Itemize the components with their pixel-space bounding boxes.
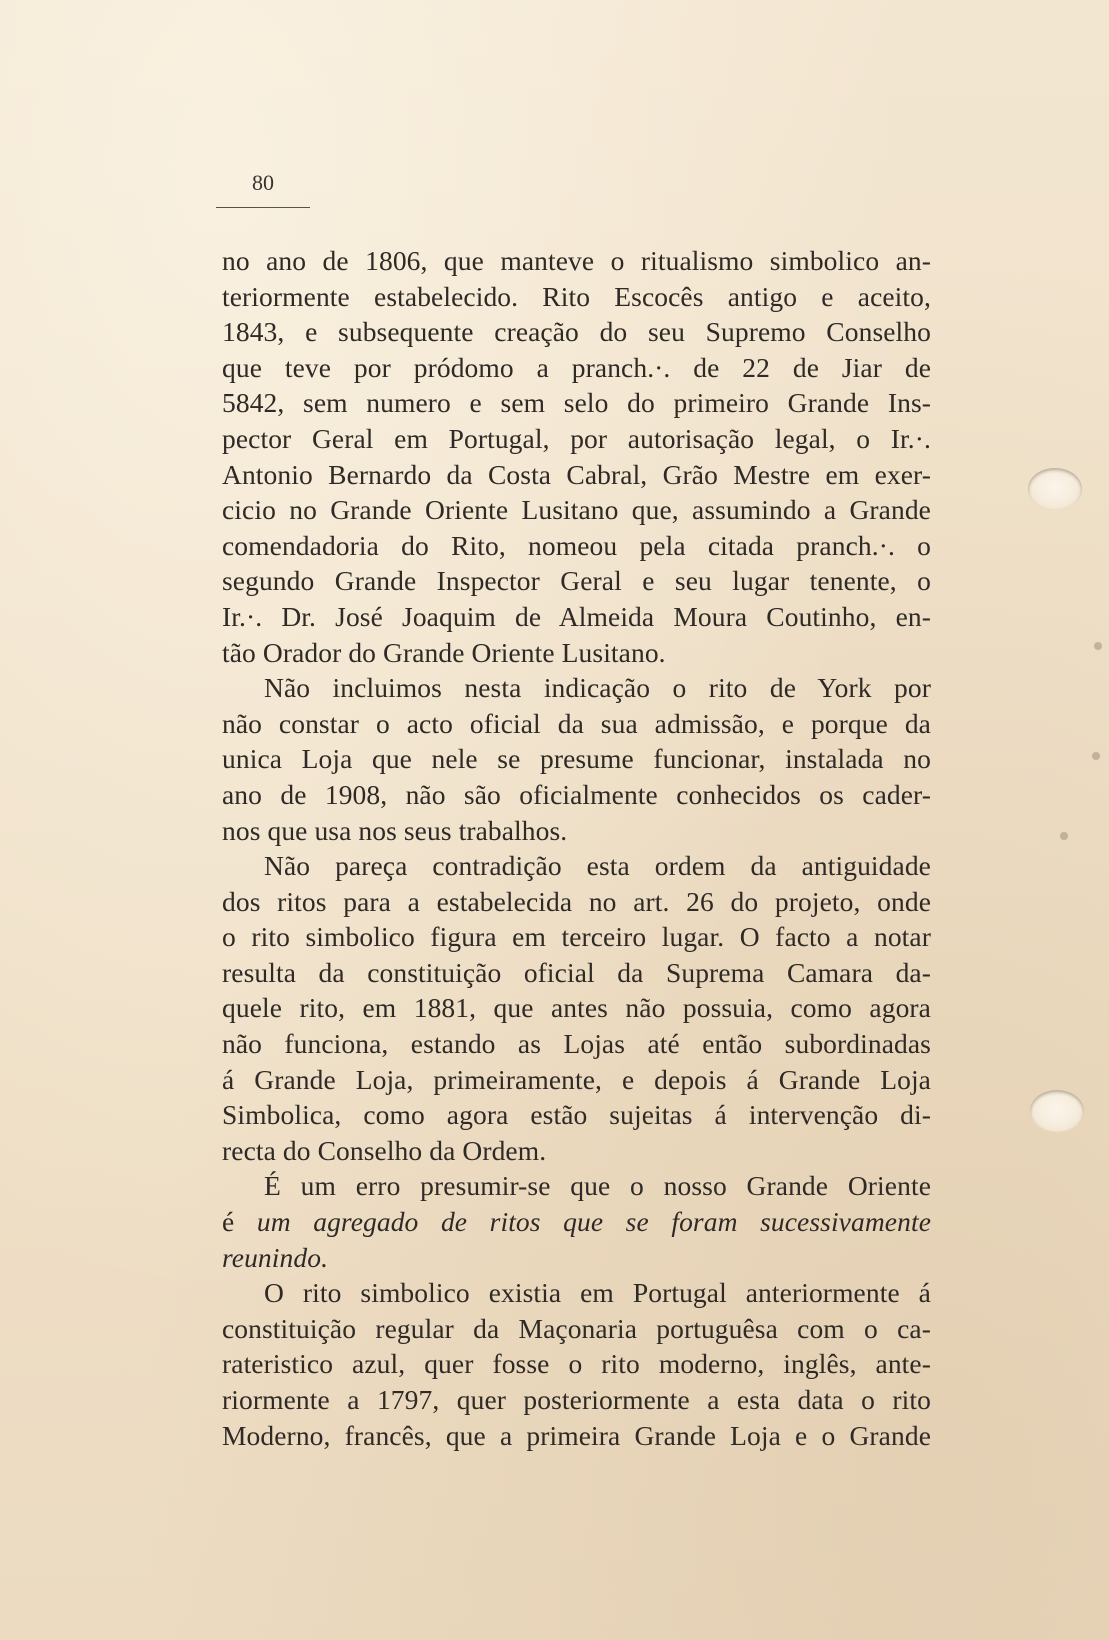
text-line: Ir.·. Dr. José Joaquim de Almeida Moura Coutinho, en- [222, 600, 931, 632]
text-line: unica Loja que nele se presume funcionar, instalada no [222, 743, 931, 775]
edge-mark [1060, 832, 1068, 840]
edge-mark [1094, 642, 1102, 650]
text-line: Moderno, francês, que a primeira Grande Loja e o Grande [222, 1419, 931, 1451]
binding-hole-lower [1030, 1090, 1084, 1132]
text-line: quele rito, em 1881, que antes não possuia, como agora [222, 992, 931, 1024]
text-line: 1843, e subsequente creação do seu Supremo Conselho [222, 316, 931, 348]
text-line: á Grande Loja, primeiramente, e depois á Grande Loja [222, 1063, 931, 1095]
text-line: no ano de 1806, que manteve o ritualismo simbolico an- [222, 245, 931, 276]
text-line: rateristico azul, quer fosse o rito moderno, inglês, ante- [222, 1348, 931, 1380]
body-text [222, 243, 931, 1453]
page-number-rule [216, 207, 310, 208]
text-line: não constar o acto oficial da sua admissão, e porque da [222, 707, 931, 739]
text-line: comendadoria do Rito, nomeou pela citada pranch.·. o [222, 529, 931, 561]
edge-mark [1092, 752, 1100, 760]
text-line: O rito simbolico existia em Portugal anteriormente á [264, 1277, 931, 1309]
text-line: Não incluimos nesta indicação o rito de York por [264, 672, 931, 704]
text-line: que teve por pródomo a pranch.·. de 22 de Jiar de [222, 351, 931, 383]
text-line: ano de 1908, não são oficialmente conhecidos os cader- [222, 778, 931, 810]
text-line: o rito simbolico figura em terceiro lugar. O facto a notar [222, 921, 931, 953]
text-line: resulta da constituição oficial da Suprema Camara da- [222, 956, 931, 988]
text-line: cicio no Grande Oriente Lusitano que, assumindo a Grande [222, 494, 931, 526]
text-prefix: é [222, 1206, 257, 1238]
text-line: Antonio Bernardo da Costa Cabral, Grão Mestre em exer- [222, 458, 931, 490]
text-line: nos que usa nos seus trabalhos. [222, 814, 568, 846]
binding-hole-upper [1028, 468, 1082, 510]
text-line: tão Orador do Grande Oriente Lusitano. [222, 636, 666, 668]
text-line: 5842, sem numero e sem selo do primeiro Grande Ins- [222, 387, 931, 419]
text-line: dos ritos para a estabelecida no art. 26 do projeto, onde [222, 885, 931, 917]
text-line: recta do Conselho da Ordem. [222, 1134, 547, 1166]
text-line: segundo Grande Inspector Geral e seu lugar tenente, o [222, 565, 931, 597]
text-line: riormente a 1797, quer posteriormente a esta data o rito [222, 1384, 931, 1415]
text-line: Simbolica, como agora estão sujeitas á intervenção di- [222, 1099, 931, 1131]
text-line: teriormente estabelecido. Rito Escocês antigo e aceito, [222, 280, 931, 312]
text-line: constituição regular da Maçonaria portuguêsa com o ca- [222, 1312, 931, 1344]
text-line: É um erro presumir-se que o nosso Grande Oriente [264, 1170, 931, 1202]
page-number: 80 [252, 170, 274, 195]
text-line: Não pareça contradição esta ordem da antiguidade [264, 850, 931, 882]
text-line: pector Geral em Portugal, por autorisação legal, o Ir.·. [222, 422, 931, 454]
text-line: não funciona, estando as Lojas até então subordinadas [222, 1028, 931, 1060]
text-line-italic-mixed [222, 1204, 931, 1240]
italic-phrase: um agregado de ritos que se foram sucessivamente [256, 1206, 932, 1238]
text-line: reunindo. [222, 1241, 329, 1273]
